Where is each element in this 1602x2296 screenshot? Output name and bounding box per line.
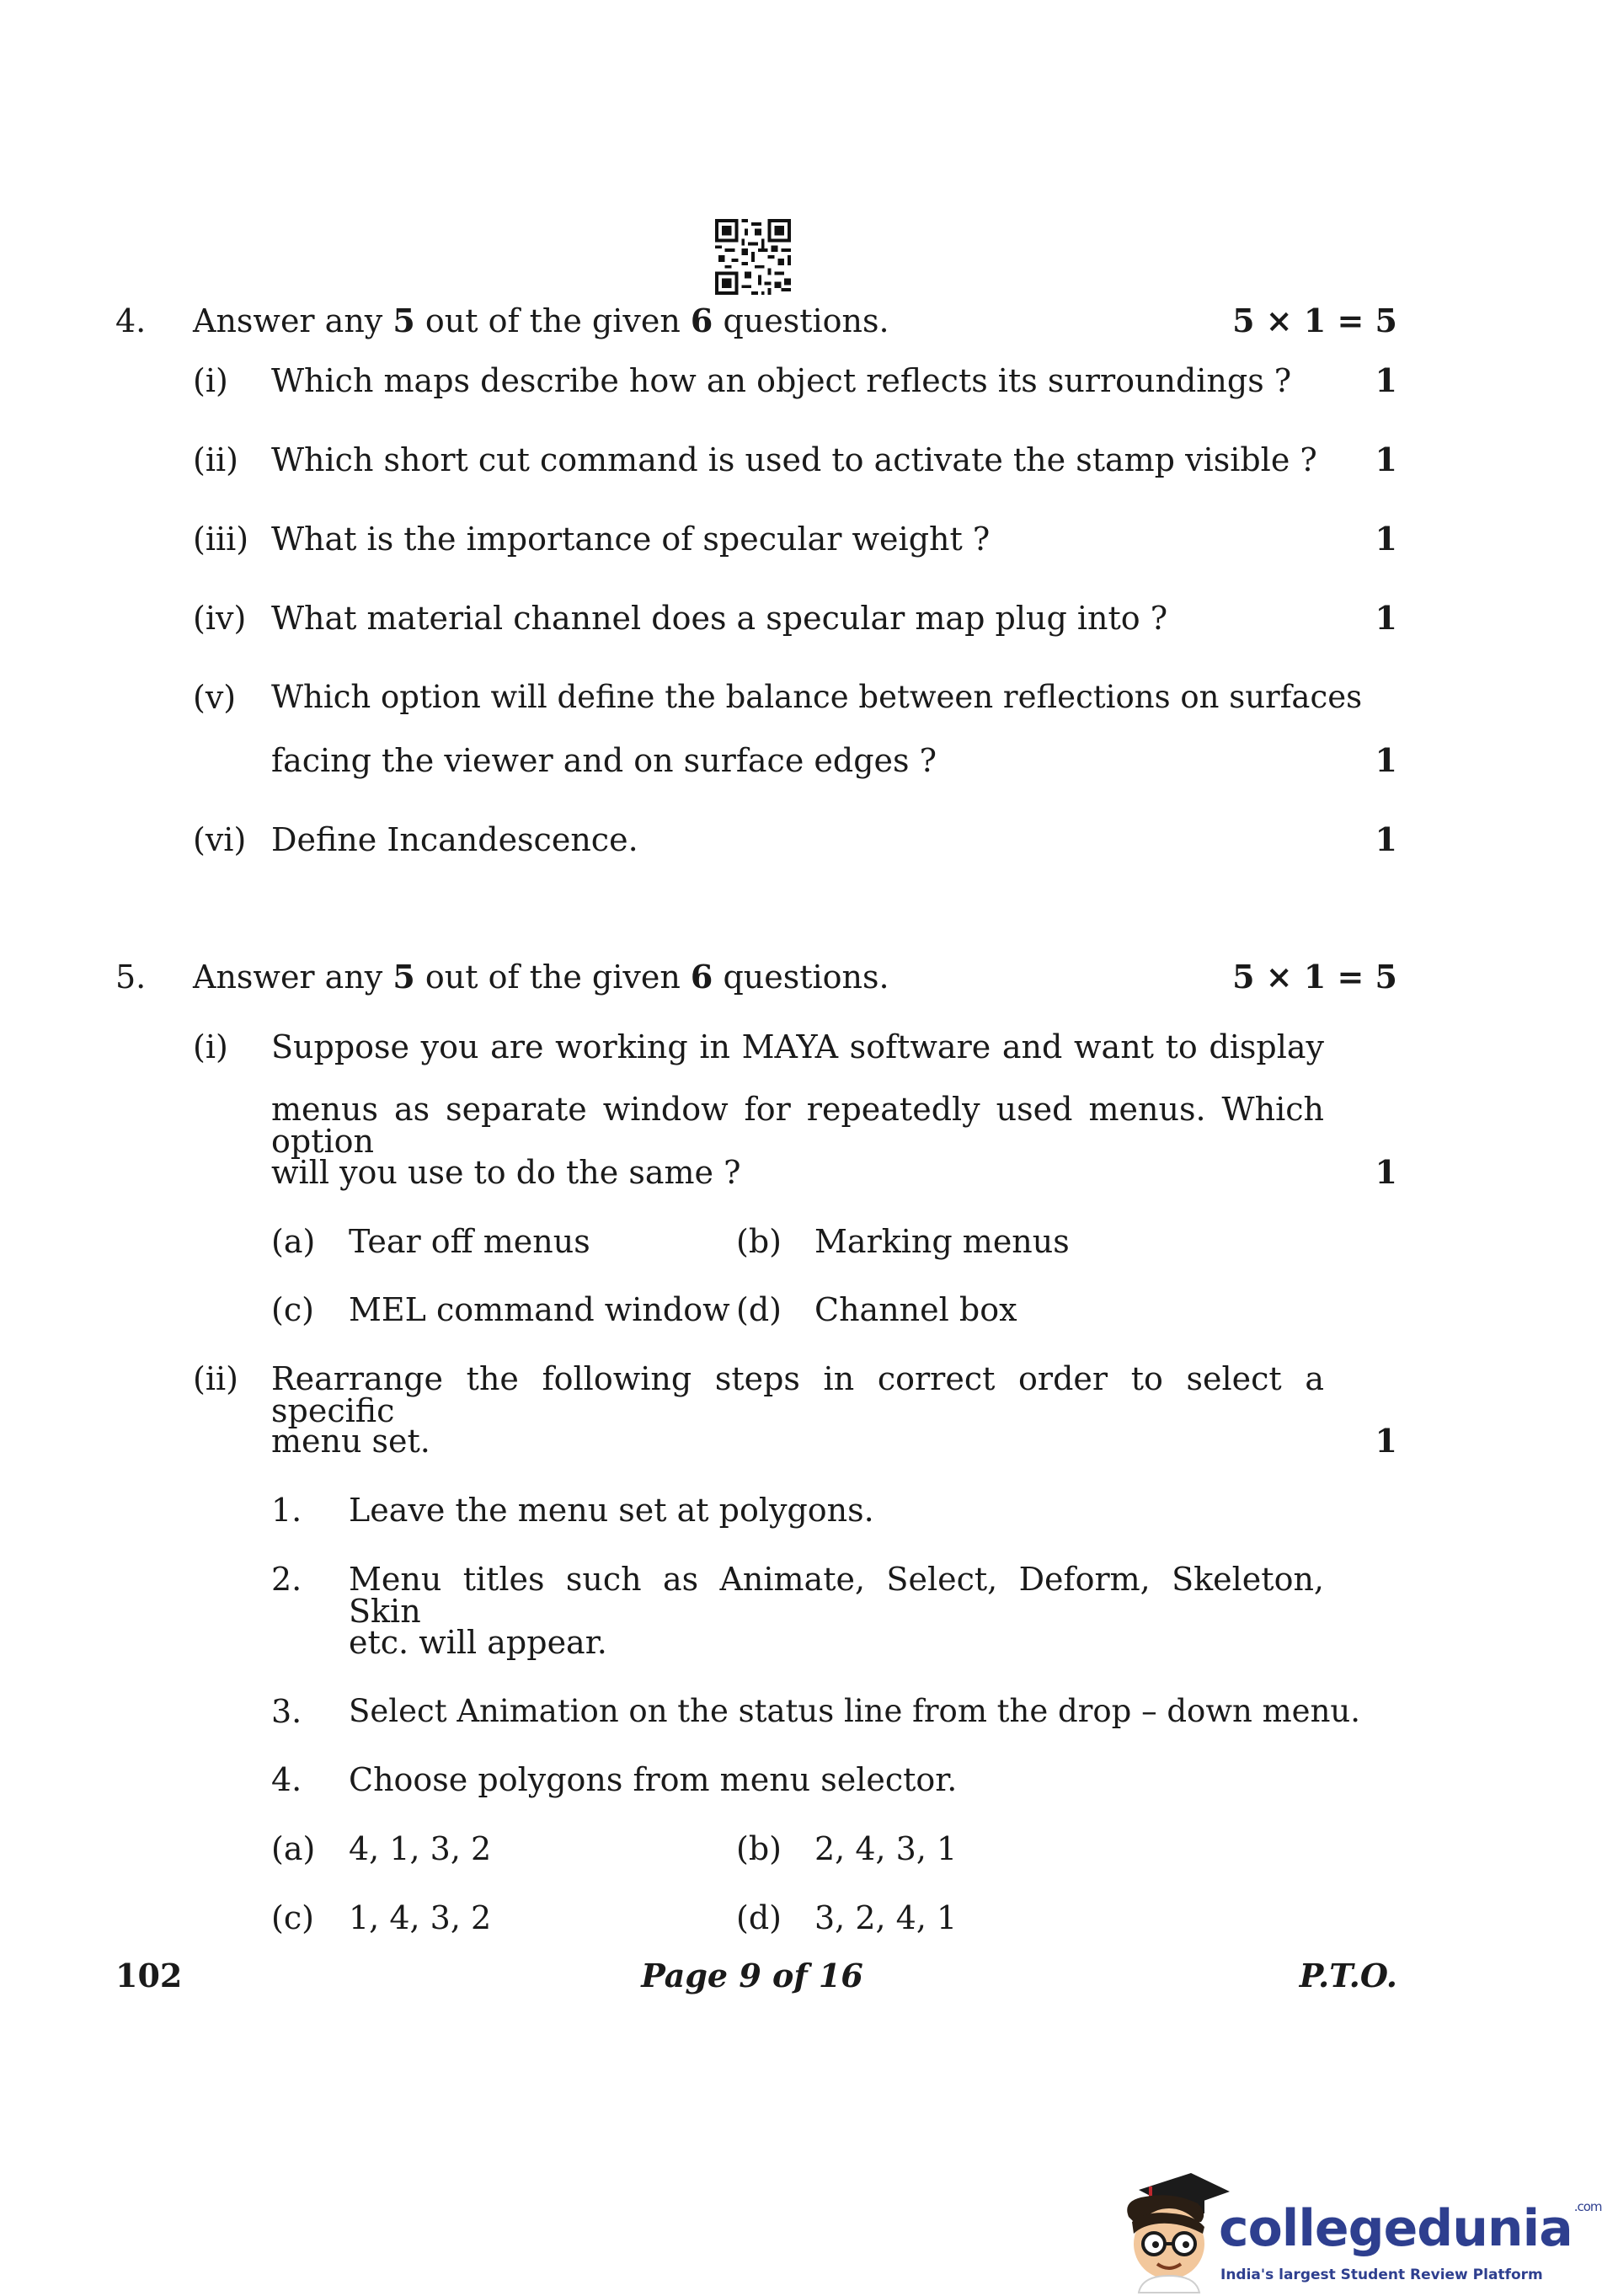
q4-item-mark: 1 (1375, 441, 1397, 478)
option-text: 1, 4, 3, 2 (349, 1899, 492, 1936)
q4-item-label: (iii) (193, 521, 249, 558)
q5-number: 5. (115, 958, 147, 996)
q5-marks: 5 × 1 = 5 (1232, 958, 1397, 996)
q4-item-text: Which short cut command is used to activate the stamp visible ? (271, 441, 1317, 478)
logo-tagline: India's largest Student Review Platform (1220, 2267, 1543, 2283)
q5-ii-label: (ii) (193, 1360, 238, 1397)
step-text: Leave the menu set at polygons. (349, 1492, 874, 1529)
q4-item-label: (iv) (193, 600, 247, 637)
option-text: 2, 4, 3, 1 (814, 1830, 958, 1867)
q4-marks: 5 × 1 = 5 (1232, 302, 1397, 339)
option-text: 3, 2, 4, 1 (814, 1899, 958, 1936)
option-label: (d) (736, 1899, 782, 1936)
step-text: Choose polygons from menu selector. (349, 1761, 958, 1798)
q4-item-text: What material channel does a specular map plug into ? (271, 600, 1168, 637)
q4-number: 4. (115, 302, 147, 339)
option-text: Channel box (814, 1291, 1017, 1328)
q4-item-mark: 1 (1375, 820, 1397, 858)
mascot-icon (1113, 2166, 1231, 2293)
q4-item-text: What is the importance of specular weight ? (271, 521, 991, 558)
q5-i-text: Suppose you are working in MAYA software and want to display (271, 1028, 1324, 1065)
step-number: 1. (271, 1492, 302, 1529)
option-label: (b) (736, 1223, 782, 1260)
logo-wordmark: collegedunia $^{.com}$ (1219, 2199, 1602, 2258)
q5-i-mark: 1 (1375, 1153, 1397, 1191)
q4-item-text: Define Incandescence. (271, 821, 638, 858)
option-label: (c) (271, 1291, 314, 1328)
q5-i-text: menus as separate window for repeatedly used menus. Which option (271, 1091, 1324, 1160)
paper-code: 102 (115, 1957, 183, 1994)
q4-item-mark: 1 (1375, 599, 1397, 637)
option-label: (a) (271, 1223, 316, 1260)
q4-item-mark: 1 (1375, 520, 1397, 558)
q4-item-label: (v) (193, 679, 237, 716)
pto-label: P.T.O. (1299, 1957, 1397, 1994)
option-label: (d) (736, 1291, 782, 1328)
q5-stem: Answer any 5 out of the given 6 questions. (193, 958, 889, 996)
option-label: (c) (271, 1899, 314, 1936)
q5-i-label: (i) (193, 1028, 228, 1065)
page-number: Page 9 of 16 (641, 1957, 863, 1994)
q4-item-label: (i) (193, 362, 228, 399)
option-label: (b) (736, 1830, 782, 1867)
q4-item-text: facing the viewer and on surface edges ? (271, 742, 937, 779)
q4-item-mark: 1 (1375, 741, 1397, 779)
q5-i-text: will you use to do the same ? (271, 1154, 741, 1191)
step-number: 3. (271, 1693, 302, 1730)
q4-item-text: Which option will define the balance between reflections on surfaces (271, 679, 1363, 715)
option-label: (a) (271, 1830, 316, 1867)
q5-ii-text: menu set. (271, 1423, 430, 1460)
q4-item-label: (ii) (193, 441, 238, 478)
step-text: Select Animation on the status line from the drop – down menu. (349, 1693, 1361, 1729)
step-text: etc. will appear. (349, 1624, 607, 1661)
step-number: 4. (271, 1761, 302, 1798)
q5-ii-mark: 1 (1375, 1422, 1397, 1460)
step-number: 2. (271, 1561, 302, 1598)
q4-item-text: Which maps describe how an object reflects its surroundings ? (271, 362, 1292, 399)
q5-ii-text: Rearrange the following steps in correct order to select a specific (271, 1360, 1324, 1429)
option-text: Tear off menus (349, 1223, 590, 1260)
q4-stem: Answer any 5 out of the given 6 questions. (193, 302, 889, 339)
step-text: Menu titles such as Animate, Select, Deform, Skeleton, Skin (349, 1561, 1324, 1630)
option-text: Marking menus (814, 1223, 1070, 1260)
option-text: MEL command window (349, 1291, 730, 1328)
q4-item-mark: 1 (1375, 361, 1397, 399)
qr-code (714, 219, 792, 295)
q4-item-label: (vi) (193, 821, 247, 858)
option-text: 4, 1, 3, 2 (349, 1830, 492, 1867)
